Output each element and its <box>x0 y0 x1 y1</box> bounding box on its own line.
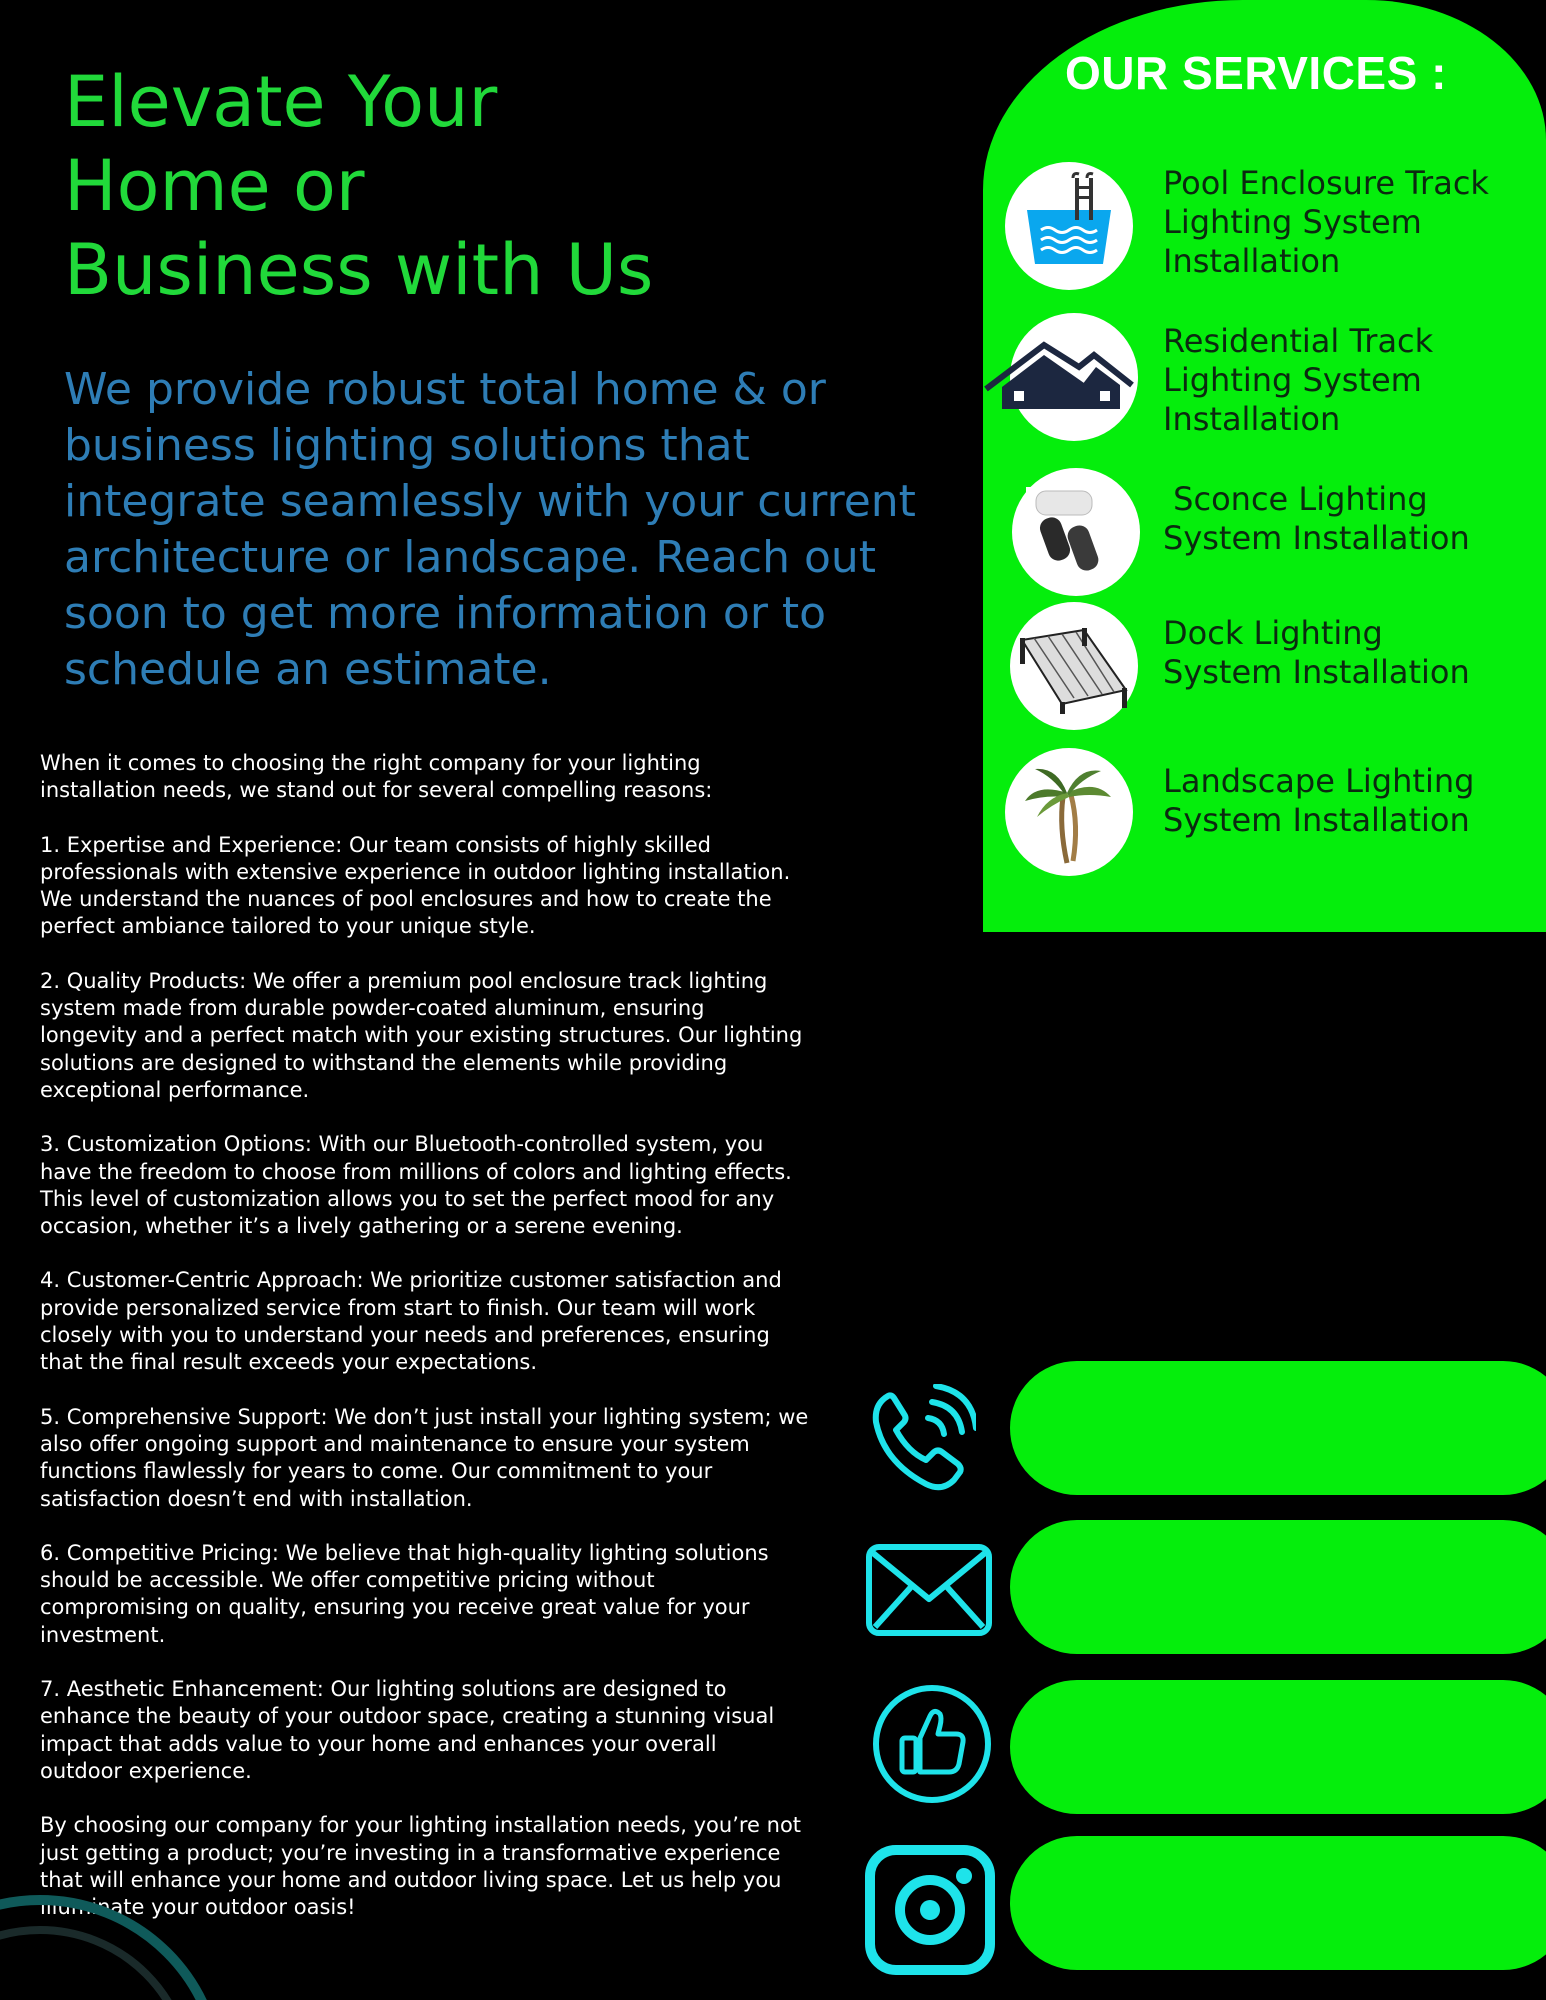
body-line: By choosing our company for your lighting installation needs, you’re not <box>40 1813 802 1838</box>
intro-line: We provide robust total home & or <box>64 364 826 415</box>
service-line: Sconce Lighting <box>1163 480 1428 518</box>
social-contact-pill[interactable] <box>1010 1680 1546 1814</box>
body-line: provide personalized service from start to finish. Our team will work <box>40 1295 756 1320</box>
service-line: Residential Track <box>1163 322 1434 360</box>
service-label-landscape <box>1163 762 1474 840</box>
service-line: System Installation <box>1163 801 1470 839</box>
intro-line: soon to get more information or to <box>64 588 827 639</box>
service-icon-circle <box>1010 602 1138 730</box>
body-line: 7. Aesthetic Enhancement: Our lighting solutions are designed to <box>40 1677 727 1702</box>
email-icon[interactable] <box>865 1543 993 1637</box>
body-line: that will enhance your home and outdoor living space. Let us help you <box>40 1867 782 1892</box>
decorative-rings <box>0 1860 240 2000</box>
sconce-icon <box>1026 487 1126 577</box>
reason-quality <box>40 968 840 1104</box>
body-line: We understand the nuances of pool enclosures and how to create the <box>40 887 772 912</box>
intro-paragraph <box>64 362 944 698</box>
service-line: Installation <box>1163 400 1341 438</box>
service-label-residential <box>1163 322 1433 439</box>
body-line: perfect ambiance tailored to your unique style. <box>40 914 536 939</box>
services-title: OUR SERVICES : <box>1065 47 1447 99</box>
instagram-contact-pill[interactable] <box>1010 1836 1546 1970</box>
body-line: 1. Expertise and Experience: Our team consists of highly skilled <box>40 832 712 857</box>
reasons-body <box>40 750 840 1948</box>
phone-contact-pill[interactable] <box>1010 1361 1546 1495</box>
phone-icon[interactable] <box>866 1384 976 1494</box>
service-line: Dock Lighting <box>1163 614 1383 652</box>
body-line: investment. <box>40 1622 166 1647</box>
service-icon-circle <box>1010 313 1138 441</box>
pool-icon <box>1013 170 1125 282</box>
service-line: Installation <box>1163 242 1341 280</box>
body-line: system made from durable powder-coated aluminum, ensuring <box>40 996 705 1021</box>
reasons-intro-paragraph <box>40 750 840 805</box>
reason-customization <box>40 1131 840 1240</box>
body-line: exceptional performance. <box>40 1077 310 1102</box>
service-icon-circle <box>1005 748 1133 876</box>
service-line: Lighting System <box>1163 203 1422 241</box>
body-line: also offer ongoing support and maintenance to ensure your system <box>40 1431 750 1456</box>
body-line: have the freedom to choose from millions of colors and lighting effects. <box>40 1159 792 1184</box>
body-line: professionals with extensive experience in outdoor lighting installation. <box>40 859 791 884</box>
service-label-pool <box>1163 164 1489 281</box>
service-line: Pool Enclosure Track <box>1163 164 1489 202</box>
body-line: 6. Competitive Pricing: We believe that high-quality lighting solutions <box>40 1540 769 1565</box>
thumbs-up-icon[interactable] <box>872 1684 992 1804</box>
body-line: 4. Customer-Centric Approach: We prioritize customer satisfaction and <box>40 1268 782 1293</box>
body-line: enhance the beauty of your outdoor space, creating a stunning visual <box>40 1704 775 1729</box>
intro-line: business lighting solutions that <box>64 420 750 471</box>
body-line: compromising on quality, ensuring you receive great value for your <box>40 1595 750 1620</box>
service-label-dock <box>1163 614 1470 692</box>
body-line: outdoor experience. <box>40 1758 252 1783</box>
body-line: This level of customization allows you to set the perfect mood for any <box>40 1186 775 1211</box>
palm-tree-icon <box>1019 757 1119 867</box>
body-line: functions flawlessly for years to come. Our commitment to your <box>40 1459 713 1484</box>
service-line: Landscape Lighting <box>1163 762 1475 800</box>
body-line: should be accessible. We offer competitive pricing without <box>40 1568 655 1593</box>
body-line: satisfaction doesn’t end with installation. <box>40 1486 473 1511</box>
service-line: System Installation <box>1163 519 1470 557</box>
headline <box>64 60 704 312</box>
intro-line: architecture or landscape. Reach out <box>64 532 877 583</box>
service-icon-circle <box>1005 162 1133 290</box>
service-line: Lighting System <box>1163 361 1422 399</box>
body-line: When it comes to choosing the right company for your lighting <box>40 751 701 775</box>
service-icon-circle <box>1012 468 1140 596</box>
service-line: System Installation <box>1163 653 1470 691</box>
reason-aesthetic <box>40 1676 840 1785</box>
body-line: impact that adds value to your home and enhances your overall <box>40 1731 717 1756</box>
headline-line: Business with Us <box>64 229 654 311</box>
reason-customer-centric <box>40 1267 840 1376</box>
reason-expertise <box>40 832 840 941</box>
intro-line: integrate seamlessly with your current <box>64 476 916 527</box>
body-line: longevity and a perfect match with your existing structures. Our lighting <box>40 1023 803 1048</box>
body-line: closely with you to understand your needs and preferences, ensuring <box>40 1323 770 1348</box>
email-contact-pill[interactable] <box>1010 1520 1546 1654</box>
body-line: 2. Quality Products: We offer a premium pool enclosure track lighting <box>40 968 768 993</box>
instagram-icon[interactable] <box>864 1844 996 1976</box>
dock-icon <box>1014 616 1134 716</box>
body-line: 3. Customization Options: With our Bluetooth-controlled system, you <box>40 1132 764 1157</box>
body-line: installation needs, we stand out for several compelling reasons: <box>40 778 713 803</box>
headline-line: Elevate Your <box>64 61 498 143</box>
body-line: just getting a product; you’re investing in a transformative experience <box>40 1840 781 1865</box>
house-icon <box>984 337 1134 417</box>
body-line: occasion, whether it’s a lively gathering or a serene evening. <box>40 1214 683 1239</box>
body-line: solutions are designed to withstand the elements while providing <box>40 1050 728 1075</box>
reason-pricing <box>40 1540 840 1649</box>
reason-support <box>40 1404 840 1513</box>
body-line: illuminate your outdoor oasis! <box>40 1895 356 1920</box>
body-line: that the final result exceeds your expectations. <box>40 1350 538 1375</box>
body-line: 5. Comprehensive Support: We don’t just install your lighting system; we <box>40 1404 809 1429</box>
intro-line: schedule an estimate. <box>64 644 552 695</box>
service-label-sconce <box>1163 480 1470 558</box>
headline-line: Home or <box>64 145 365 227</box>
